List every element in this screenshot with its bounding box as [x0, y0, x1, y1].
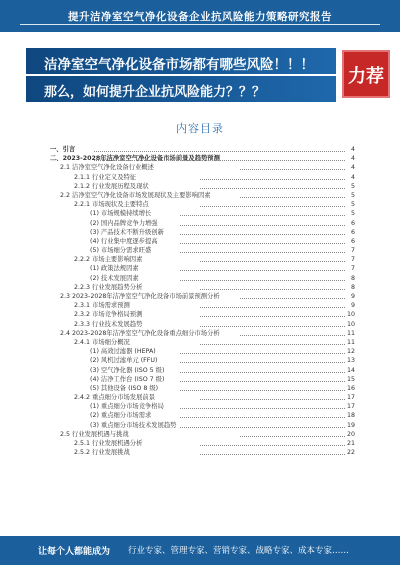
- toc-leader-dots: [200, 179, 345, 180]
- toc-entry-label: 二、2023-2028年洁净室空气净化设备市场前景及趋势预测: [50, 155, 220, 163]
- toc-entry-page: 8: [350, 283, 355, 291]
- top-banner: [0, 0, 400, 32]
- toc-leader-dots: [180, 417, 345, 418]
- toc-entry-page: 19: [346, 421, 355, 429]
- toc-entry[interactable]: [50, 246, 355, 255]
- toc-entry[interactable]: [50, 448, 355, 457]
- toc-entry-page: 6: [350, 228, 355, 236]
- toc-entry-label: 2.3.2 市场竞争格局预测: [74, 311, 143, 319]
- toc-entry[interactable]: [50, 356, 355, 365]
- recommend-seal: [342, 50, 390, 98]
- toc-entry[interactable]: [50, 200, 355, 209]
- toc-leader-dots: [180, 215, 345, 216]
- toc-entry-page: 10: [346, 311, 355, 319]
- toc-leader-dots: [180, 362, 345, 363]
- toc-entry-page: 5: [350, 182, 355, 190]
- toc-entry[interactable]: [50, 173, 355, 182]
- toc-entry-label: 2.2.3 行业发展趋势分析: [74, 283, 143, 291]
- toc-leader-dots: [180, 252, 345, 253]
- toc-entry-page: 4: [350, 155, 355, 163]
- toc-entry[interactable]: [50, 384, 355, 393]
- table-of-contents: [50, 145, 355, 543]
- toc-entry[interactable]: [50, 274, 355, 283]
- toc-entry-page: 12: [346, 348, 355, 356]
- hero-headline: 洁净室空气净化设备市场都有哪些风险！！！: [44, 57, 314, 73]
- toc-entry[interactable]: [50, 411, 355, 420]
- toc-entry-label: 2.5 行业发展机遇与挑战: [60, 430, 129, 438]
- toc-entry-label: (4) 行业集中度逐步提高: [90, 237, 158, 245]
- toc-entry-label: (2) 国内品牌竞争力增强: [90, 219, 158, 227]
- toc-leader-dots: [240, 335, 345, 336]
- toc-entry[interactable]: [50, 283, 355, 292]
- toc-entry-page: 6: [350, 237, 355, 245]
- toc-leader-dots: [180, 270, 345, 271]
- toc-entry-label: (5) 其他设备 (ISO 8 级): [90, 384, 159, 392]
- toc-entry-label: (1) 政策法规因素: [90, 265, 139, 273]
- toc-entry[interactable]: [50, 255, 355, 264]
- toc-leader-dots: [200, 206, 345, 207]
- toc-entry-page: 4: [350, 146, 355, 153]
- toc-entry[interactable]: [50, 375, 355, 384]
- toc-entry-label: 2.5.1 行业发展机遇分析: [74, 440, 143, 447]
- toc-entry-label: 2.2 洁净室空气净化设备市场发展现状及主要影响因素: [60, 191, 211, 199]
- toc-entry-page: 7: [350, 256, 355, 264]
- toc-entry-page: 17: [346, 403, 355, 411]
- toc-entry-page: 11: [346, 338, 355, 346]
- toc-entry[interactable]: [50, 228, 355, 237]
- toc-entry-page: 7: [350, 247, 355, 255]
- toc-entry-page: 18: [346, 412, 355, 420]
- toc-entry-label: 2.1 洁净室空气净化设备行业概述: [60, 164, 154, 172]
- toc-entry-label: 2.1.1 行业定义及特征: [74, 173, 137, 181]
- toc-entry[interactable]: [50, 237, 355, 246]
- toc-leader-dots: [180, 381, 345, 382]
- toc-entry-page: 20: [346, 430, 355, 438]
- toc-entry[interactable]: [50, 182, 355, 191]
- toc-entry-label: 2.3.1 市场需求预测: [74, 302, 130, 310]
- toc-entry-page: 9: [350, 293, 355, 300]
- toc-entry[interactable]: [50, 154, 355, 163]
- toc-entry-page: 10: [346, 320, 355, 328]
- toc-leader-dots: [200, 454, 345, 455]
- toc-entry-page: 11: [346, 329, 355, 337]
- toc-leader-dots: [200, 188, 345, 189]
- toc-entry-page: 14: [346, 366, 355, 374]
- toc-entry-label: 2.5.2 行业发展挑战: [74, 449, 130, 457]
- hero-subheadline: 那么，如何提升企业抗风险能力？？？: [44, 85, 266, 100]
- toc-entry-page: 5: [350, 210, 355, 218]
- toc-leader-dots: [180, 390, 345, 391]
- toc-leader-dots: [200, 316, 345, 317]
- toc-entry-page: 5: [350, 201, 355, 209]
- toc-leader-dots: [200, 289, 345, 290]
- toc-leader-dots: [200, 261, 345, 262]
- toc-entry-page: 7: [350, 265, 355, 273]
- toc-entry[interactable]: [50, 347, 355, 356]
- toc-entry-page: 5: [350, 191, 355, 199]
- toc-leader-dots: [200, 399, 345, 400]
- toc-leader-dots: [240, 169, 345, 170]
- toc-entry[interactable]: [50, 310, 355, 319]
- toc-entry-label: (2) 技术发展因素: [90, 274, 139, 282]
- toc-title: 内容目录: [176, 122, 224, 135]
- toc-entry-page: 15: [346, 375, 355, 383]
- toc-entry-label: (3) 产品技术不断升级创新: [90, 228, 164, 236]
- toc-entry-label: (1) 重点细分市场竞争格局: [90, 403, 164, 411]
- toc-leader-dots: [94, 151, 345, 152]
- footer-banner: [0, 536, 400, 565]
- toc-entry-label: 2.1.2 行业发展历程及现状: [74, 182, 149, 190]
- toc-leader-dots: [180, 408, 345, 409]
- toc-entry-page: 17: [346, 394, 355, 402]
- toc-leader-dots: [200, 326, 345, 327]
- toc-entry[interactable]: [50, 439, 355, 448]
- toc-entry-label: 2.4.1 市场细分概况: [74, 338, 130, 346]
- toc-entry[interactable]: [50, 402, 355, 411]
- toc-entry-label: (3) 重点细分市场技术发展趋势: [90, 421, 177, 429]
- toc-entry-page: 22: [346, 449, 355, 457]
- toc-entry-label: 2.2.1 市场现状及主要特点: [74, 201, 149, 209]
- toc-leader-dots: [200, 344, 345, 345]
- toc-leader-dots: [180, 243, 345, 244]
- toc-entry[interactable]: [50, 430, 355, 439]
- toc-entry[interactable]: [50, 145, 355, 154]
- toc-entry-label: (3) 空气净化器 (ISO 5 级): [90, 366, 165, 374]
- toc-leader-dots: [200, 445, 345, 446]
- toc-leader-dots: [180, 225, 345, 226]
- toc-entry-label: (2) 风机过滤单元 (FFU): [90, 357, 158, 365]
- toc-entry-label: (2) 重点细分市场需求: [90, 412, 152, 420]
- toc-entry-label: 2.2.2 市场主要影响因素: [74, 256, 143, 264]
- footer-slogan: 让每个人都能成为: [38, 547, 111, 557]
- toc-entry[interactable]: [50, 163, 355, 172]
- report-title: 提升洁净室空气净化设备企业抗风险能力策略研究报告: [68, 11, 332, 23]
- toc-entry[interactable]: [50, 393, 355, 402]
- toc-entry[interactable]: [50, 329, 355, 338]
- hero-banner: [0, 44, 400, 102]
- toc-entry-page: 16: [346, 384, 355, 392]
- toc-leader-dots: [180, 234, 345, 235]
- title-underline: [20, 24, 380, 25]
- toc-leader-dots: [240, 298, 345, 299]
- toc-entry[interactable]: [50, 191, 355, 200]
- toc-entry-label: (4) 洁净工作台 (ISO 7 级): [90, 375, 165, 383]
- toc-leader-dots: [180, 280, 345, 281]
- toc-entry-page: 8: [350, 274, 355, 282]
- toc-entry[interactable]: [50, 219, 355, 228]
- seal-text: 力荐: [348, 66, 384, 87]
- toc-entry[interactable]: [50, 209, 355, 218]
- footer-roles: 行业专家、管理专家、营销专家、战略专家、成本专家……: [128, 546, 350, 556]
- toc-entry-label: 一、引言: [50, 146, 76, 153]
- toc-leader-dots: [200, 307, 345, 308]
- toc-entry-page: 9: [350, 302, 355, 310]
- toc-entry[interactable]: [50, 264, 355, 273]
- toc-entry[interactable]: [50, 366, 355, 375]
- toc-entry-label: 2.4 2023-2028年洁净室空气净化设备重点细分市场分析: [60, 329, 220, 337]
- toc-entry-page: 13: [346, 357, 355, 365]
- toc-entry[interactable]: [50, 320, 355, 329]
- toc-entry-label: 2.4.2 重点细分市场发展前景: [74, 394, 155, 402]
- toc-entry-label: (1) 市场规模持续增长: [90, 210, 152, 218]
- toc-entry-label: (1) 高效过滤器 (HEPA): [90, 348, 156, 356]
- toc-entry[interactable]: [50, 301, 355, 310]
- toc-entry[interactable]: [50, 338, 355, 347]
- toc-entry-page: 6: [350, 219, 355, 227]
- toc-entry-label: (5) 市场细分需求旺盛: [90, 247, 152, 255]
- toc-entry-page: 4: [350, 173, 355, 181]
- toc-leader-dots: [94, 160, 345, 161]
- toc-entry[interactable]: [50, 292, 355, 301]
- toc-leader-dots: [240, 197, 345, 198]
- toc-entry-label: 2.3.3 行业技术发展趋势: [74, 320, 143, 328]
- toc-leader-dots: [180, 353, 345, 354]
- toc-leader-dots: [180, 372, 345, 373]
- toc-leader-dots: [240, 436, 345, 437]
- toc-entry-page: 21: [346, 440, 355, 447]
- toc-leader-dots: [180, 427, 345, 428]
- toc-entry-label: 2.3 2023-2028年洁净室空气净化设备市场前景预测分析: [60, 293, 220, 300]
- toc-entry-page: 4: [350, 164, 355, 172]
- toc-entry[interactable]: [50, 421, 355, 430]
